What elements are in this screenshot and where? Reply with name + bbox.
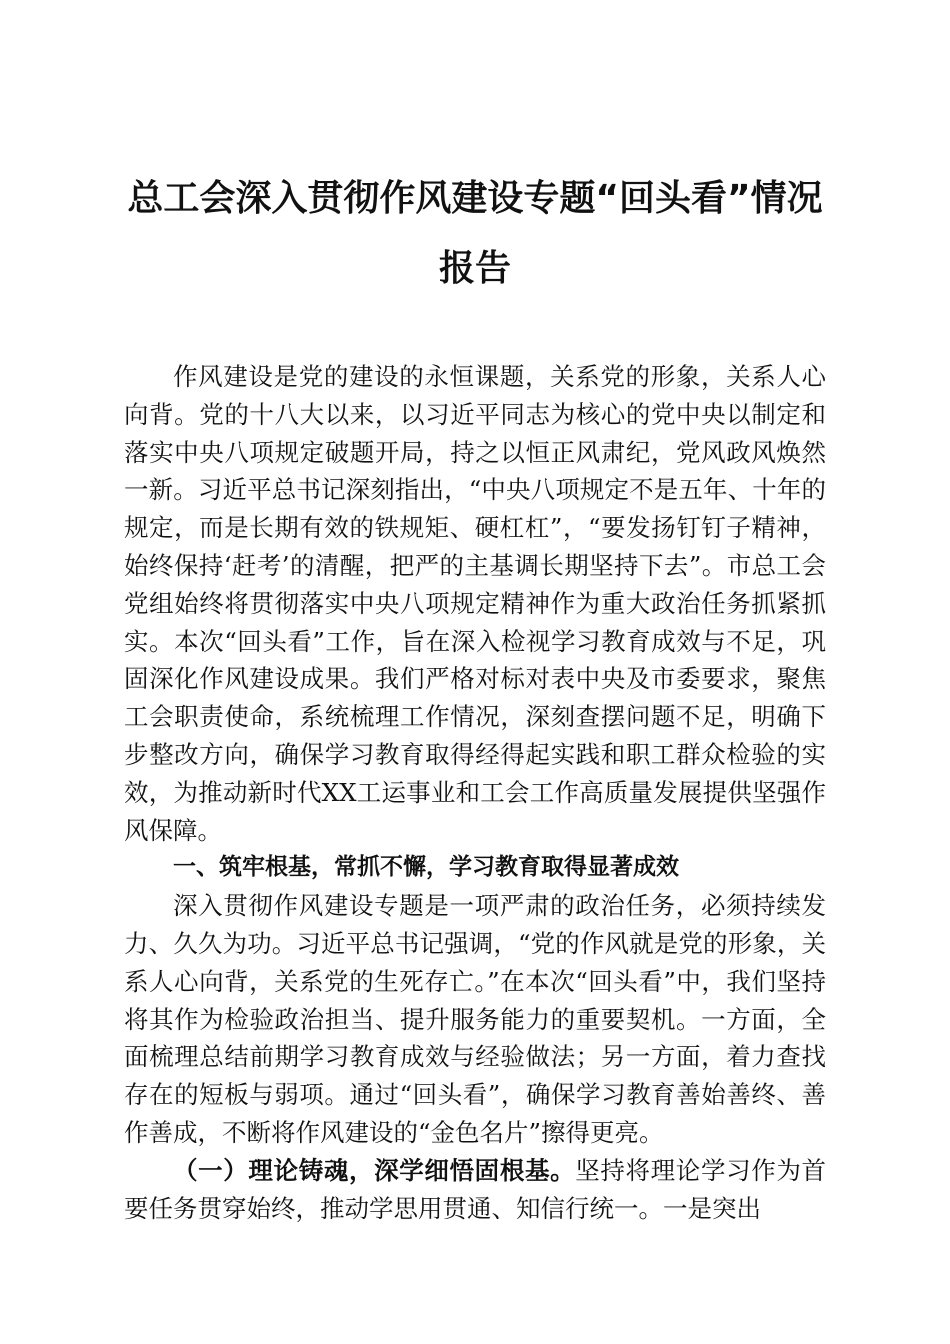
section-1-paragraph: 深入贯彻作风建设专题是一项严肃的政治任务，必须持续发力、久久为功。习近平总书记强调，“党的作风就是党的形象，关系人心向背，关系党的生死存亡。”在本次“回头看”中，我们坚持将其作为检验政治担当、提升服务能力的重要契机。一方面，全面梳理总结前期学习教育成效与经验做法；另一方面，着力查找存在的短板与弱项。通过“回头看”，确保学习教育善始善终、善作善成，不断将作风建设的“金色名片”擦得更亮。 [124,891,826,1147]
intro-paragraph: 作风建设是党的建设的永恒课题，关系党的形象，关系人心向背。党的十八大以来，以习近平同志为核心的党中央以制定和落实中央八项规定破题开局，持之以恒正风肃纪，党风政风焕然一新。习近平总书记深刻指出，“中央八项规定不是五年、十年的规定，而是长期有效的铁规矩、硬杠杠”，“要发扬钉钉子精神，始终保持‘赶考’的清醒，把严的主基调长期坚持下去”。市总工会党组始终将贯彻落实中央八项规定精神作为重大政治任务抓紧抓实。本次“回头看”工作，旨在深入检视学习教育成效与不足，巩固深化作风建设成果。我们严格对标对表中央及市委要求，聚焦工会职责使命，系统梳理工作情况，深刻查摆问题不足，明确下步整改方向，确保学习教育取得经得起实践和职工群众检验的实效，为推动新时代XX工运事业和工会工作高质量发展提供坚强作风保障。 [124,362,826,845]
document-title-line-1: 总工会深入贯彻作风建设专题“回头看”情况 [127,178,823,219]
subsection-text: 坚持将理论学习作为首要任务贯穿始终，推动学思用贯通、知信行统一。一是突出 [124,1155,827,1223]
subsection-heading-1: （一）理论铸魂，深学细悟固根基。 [173,1155,576,1185]
document-body [124,358,826,1227]
subsection-paragraph [124,1152,826,1228]
section-heading-1: 一、筑牢根基，常抓不懈，学习教育取得显著成效 [173,854,679,881]
document-title-line-2: 报告 [438,248,511,289]
